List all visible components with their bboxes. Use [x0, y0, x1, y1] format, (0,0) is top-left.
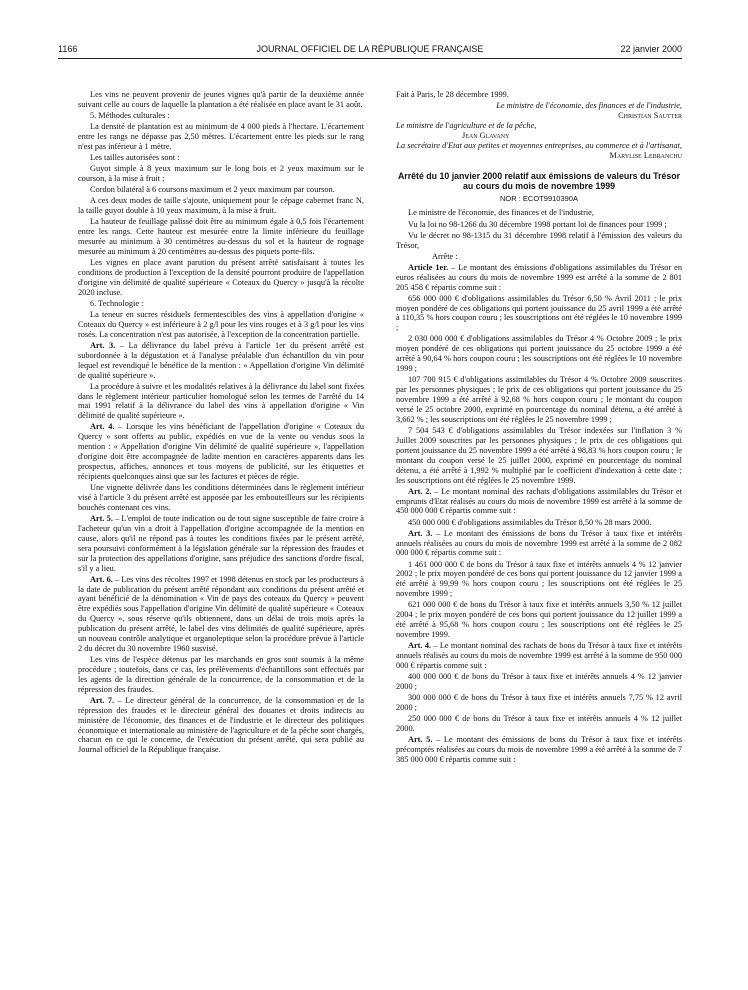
fait-line: Fait à Paris, le 28 décembre 1999.	[396, 90, 509, 99]
arrete-label: Arrête :	[432, 251, 458, 261]
paragraph: 107 700 915 € d'obligations assimilables du Trésor 4 % Octobre 2009 souscrites par les personnes physiques ; le prix de ces obligations qui portent jouissance du 25 novembre 1999 a été arrêté à 92,68 % hors coupon couru ; le montant du coupon versé le 25 octobre 2000, exprimé en pourcentage du nominal détenu, a été arrêté à 3,662 % ; les souscriptions ont été réglées le 25 novembre 1999 ;	[396, 375, 682, 424]
paragraph: La procédure à suivre et les modalités relatives à la délivrance du label sont fixées dans le règlement intérieur particulier homologué selon les termes de l'arrêté du 14 mai 1991 relatif à la délivrance du label des vins à appellation d'origine « Vin délimité de qualité supérieure ».	[78, 381, 364, 421]
nor-reference: NOR : ECOT9910390A	[500, 193, 578, 203]
paragraph: La teneur en sucres résiduels fermentescibles des vins à appellation d'origine « Coteaux du Quercy » est inférieure à 2 g/l pour les vins rouges et à 3 g/l pour les vins rosés. La concentration n'est pas autorisée, à l'exception de la concentration partielle.	[78, 309, 364, 339]
signature-block	[396, 121, 682, 141]
paragraph: 450 000 000 € d'obligations assimilables du Trésor 8,50 % 28 mars 2000.	[408, 517, 652, 527]
paragraph: A ces deux modes de taille s'ajoute, uniquement pour le cépage cabernet franc N, la taille guyot double à 10 yeux maximum, à la mise à fruit.	[78, 196, 364, 216]
article-label: Art. 5.	[408, 735, 433, 745]
paragraph: Une vignette délivrée dans les conditions déterminées dans le règlement intérieur visé à l'article 3 du présent arrêté est apposée par les embouteilleurs sur les récipients bouchés contenant ces vins.	[78, 483, 364, 512]
journal-title: JOURNAL OFFICIEL DE LA RÉPUBLIQUE FRANÇAISE	[256, 44, 484, 54]
paragraph: Les vins ne peuvent provenir de jeunes vignes qu'à partir de la deuxième année suivant celle au cours de laquelle la plantation a été réalisée en place avant le 31 août.	[78, 90, 364, 109]
article-label: Art. 4.	[408, 641, 432, 651]
paragraph: Les vignes en place avant parution du présent arrêté satisfaisant à toutes les conditions de production à l'exception de la densité pourront produire de l'appellation d'origine vin délimité de qualité supérieure « Coteaux du Quercy » jusqu'à la récolte 2020 incluse.	[78, 258, 364, 297]
signature-block	[396, 101, 682, 121]
paragraph: 400 000 000 € de bons du Trésor à taux fixe et intérêts annuels 4 % 12 janvier 2000 ;	[396, 672, 682, 691]
paragraph: 656 000 000 € d'obligations assimilables du Trésor 6,50 % Avril 2011 ; le prix moyen pondéré de ces obligations qui portent jouissance du 25 avril 1999 a été arrêté à 110,35 % hors coupon couru ; les souscriptions ont été réglées le 10 novembre 1999 ;	[396, 293, 682, 333]
paragraph: La densité de plantation est au minimum de 4 000 pieds à l'hectare. L'écartement entre les rangs ne dépasse pas 2,50 mètres. L'écartement entre les pieds sur le rang n'est pas inférieur à 1 mètre.	[78, 122, 364, 151]
paragraph: 5. Méthodes culturales :	[90, 111, 170, 120]
article-label: Article 1er.	[408, 262, 449, 272]
article-text: – Le montant des émissions de bons du Trésor à taux fixe et intérêts précomptés réalisées au cours du mois de novembre 1999 a été arrêté à la somme de 7 385 000 000 € répartis comme suit :	[396, 735, 682, 764]
header-rule	[58, 58, 682, 59]
paragraph: 2 030 000 000 € d'obligations assimilables du Trésor 4 % Octobre 2009 ; le prix moyen pondéré de ces obligations qui portent jouissance du 25 octobre 1999 a été arrêté à 90,64 % hors coupon couru ; les souscriptions ont été réglées le 10 novembre 1999 ;	[396, 334, 682, 374]
paragraph: 621 000 000 € de bons du Trésor à taux fixe et intérêts annuels 3,50 % 12 juillet 2004 ; le prix moyen pondéré de ces bons qui portent jouissance du 12 juillet 1999 a été arrêté à 95,68 % hors coupon couru ; les souscriptions ont été réglées le 25 novembre 1999.	[396, 600, 682, 640]
page-number: 1166	[58, 44, 78, 54]
signatory-role: Le ministre de l'économie, des finances et de l'industrie,	[496, 101, 682, 111]
article-7	[78, 696, 364, 755]
paragraph: Vu la loi no 98-1266 du 30 décembre 1998 portant loi de finances pour 1999 ;	[408, 219, 667, 229]
paragraph: 7 504 543 € d'obligations assimilables du Trésor indexées sur l'inflation 3 % Juillet 2009 souscrites par les personnes physiques ; le prix de ces obligations qui portent jouissance du 25 novembre 1999 a été arrêté à 98,83 % hors coupon couru ; le montant du coupon versé le 25 juillet 2000, exprimé en pourcentage du nominal détenu, a été arrêté à 1,992 % multiplié par le coefficient d'indexation à cette date ; les souscriptions ont été réglées le 25 novembre 1999.	[396, 425, 682, 485]
article-label: Art. 2.	[408, 486, 432, 496]
paragraph: Guyot simple à 8 yeux maximum sur le long bois et 2 yeux maximum sur le courson, à la mise à fruit ;	[78, 164, 364, 183]
signatory-name: Christian Sautter	[618, 111, 682, 120]
article-4	[78, 422, 364, 481]
paragraph: 250 000 000 € de bons du Trésor à taux fixe et intérêts annuels 4 % 12 juillet 2000.	[396, 714, 682, 733]
article-2	[396, 487, 682, 517]
article-label: Art. 5.	[90, 513, 113, 523]
paragraph: Les tailles autorisées sont :	[90, 153, 180, 162]
article-text: – Le montant nominal des rachats de bons du Trésor à taux fixe et intérêts annuels réalisés au cours du mois de novembre 1999 est arrêté à la somme de 950 000 000 € répartis comme suit :	[396, 641, 682, 670]
article-5	[396, 735, 682, 765]
right-column	[396, 90, 682, 766]
article-6	[78, 575, 364, 654]
issue-date: 22 janvier 2000	[620, 44, 682, 54]
article-text: – Le directeur général de la concurrence, de la consommation et de la répression des fraudes et le directeur général des douanes et droits indirects au ministère de l'économie, des finances et de l'industrie et le directeur des politiques économique et internationale au ministère de l'agriculture et de la pêche sont chargés, chacun en ce qui le concerne, de l'exécution du présent arrêté, qui sera publié au Journal officiel de la République française.	[78, 695, 364, 755]
signatory-name: Marylise Lebranchu	[609, 150, 682, 160]
article-text: – La délivrance du label prévu à l'article 1er du présent arrêté est subordonnée à la dégustation et à l'analyse préalable d'un échantillon du vin pour lequel est revendiqué le bénéfice de la mention : « Appellation d'origine Vin délimité de qualité supérieure ».	[78, 340, 364, 380]
paragraph: 6. Technologie :	[90, 298, 144, 308]
paragraph: Vu le décret no 98-1315 du 31 décembre 1998 relatif à l'émission des valeurs du Trésor,	[396, 230, 682, 250]
page-header	[58, 44, 682, 58]
signatory-name: Jean Glavany	[462, 130, 510, 140]
article-4	[396, 641, 682, 671]
article-text: – Le montant nominal des rachats d'obligations assimilables du Trésor et emprunts d'Etat réalisés au cours du mois de novembre 1999 est arrêté à la somme de 450 000 000 € répartis comme suit :	[396, 486, 682, 516]
article-5	[78, 514, 364, 573]
article-text: – Lorsque les vins bénéficiant de l'appellation d'origine « Coteaux du Quercy » sont offerts au public, expédiés en vue de la vente ou vendus sous la mention : « Appellation d'origine Vin délimité de qualité supérieure », l'appellation d'origine doit être accompagnée de ladite mention en caractères apparents dans les prospectus, affiches, annonces et tous moyens de publicité, sur les étiquettes et récipients quelconques ainsi que sur les factures et pièces de régie.	[78, 422, 364, 481]
arrete-heading: Arrêté du 10 janvier 2000 relatif aux émissions de valeurs du Trésor au cours du mois de novembre 1999	[397, 170, 681, 192]
signatory-role: La secrétaire d'Etat aux petites et moyennes entreprises, au commerce et à l'artisanat,	[396, 140, 682, 150]
signatory-role: Le ministre de l'agriculture et de la pêche,	[396, 120, 537, 130]
article-label: Art. 7.	[90, 695, 115, 705]
article-text: – Le montant des émissions d'obligations assimilables du Trésor en euros réalisées au cours du mois de novembre 1999 est arrêté à la somme de 2 801 205 458 € répartis comme suit :	[396, 262, 682, 292]
article-label: Art. 3.	[90, 340, 116, 350]
signature-block	[396, 141, 682, 161]
left-column	[78, 90, 364, 756]
paragraph: Cordon bilatéral à 6 coursons maximum et 2 yeux maximum par courson.	[90, 185, 335, 195]
article-3	[78, 341, 364, 381]
article-text: – Les vins des récoltes 1997 et 1998 détenus en stock par les producteurs à la date de publication du présent arrêté répondant aux conditions du présent arrêté et ayant bénéficié de la dénomination « Vin de pays des coteaux du Quercy » peuvent être expédiés sous l'appellation d'origine Vin délimité de qualité supérieure « Coteaux du Quercy », sous réserve qu'ils obtiennent, dans un délai de trois mois après la publication du présent arrêté, le label des vins délimités de qualité supérieure, après un nouveau contrôle analytique et organoleptique selon la procédure prévue à l'article 2 du décret du 30 novembre 1960 susvisé.	[78, 574, 364, 653]
article-text: – L'emploi de toute indication ou de tout signe susceptible de faire croire à l'acheteur qu'un vin a droit à l'appellation d'origine accompagnée de la mention en cause, alors qu'il ne répond pas à toutes les conditions fixées par le présent arrêté, sera poursuivi conformément à la législation générale sur la répression des fraudes et sur la protection des appellations d'origine, sans préjudice des sanctions d'ordre fiscal, s'il y a lieu.	[78, 513, 364, 573]
article-label: Art. 3.	[408, 528, 433, 538]
paragraph: La hauteur de feuillage palissé doit être au minimum égale à 0,5 fois l'écartement entre les rangs. Cette hauteur est mesurée entre la limite inférieure du feuillage mesurée au minimum à 30 centimètres au-dessus du sol et la hauteur de rognage mesurée au minimum à 20 centimètres au-dessus des piquets porte-fils.	[78, 217, 364, 256]
paragraph: Les vins de l'espèce détenus par les marchands en gros sont soumis à la même procédure ; toutefois, dans ce cas, les prélèvements d'échantillons sont effectués par les agents de la direction générale de la concurrence, de la consommation et de la répression des fraudes.	[78, 655, 364, 694]
article-text: – Le montant des émissions de bons du Trésor à taux fixe et intérêts annuels réalisées au cours du mois de novembre 1999 est arrêté à la somme de 2 082 000 000 € répartis comme suit :	[396, 528, 682, 558]
paragraph: Le ministre de l'économie, des finances et de l'industrie,	[408, 208, 594, 218]
article-1	[396, 263, 682, 293]
article-label: Art. 4.	[90, 422, 115, 432]
article-label: Art. 6.	[90, 574, 113, 584]
article-3	[396, 529, 682, 559]
paragraph: 300 000 000 € de bons du Trésor à taux fixe et intérêts annuels 7,75 % 12 avril 2000 ;	[396, 693, 682, 712]
paragraph: 1 461 000 000 € de bons du Trésor à taux fixe et intérêts annuels 4 % 12 janvier 2002 ; le prix moyen pondéré de ces bons qui portent jouissance du 12 janvier 1999 a été arrêté à 99,99 % hors coupon couru ; les souscriptions ont été réglées le 25 novembre 1999 ;	[396, 559, 682, 599]
